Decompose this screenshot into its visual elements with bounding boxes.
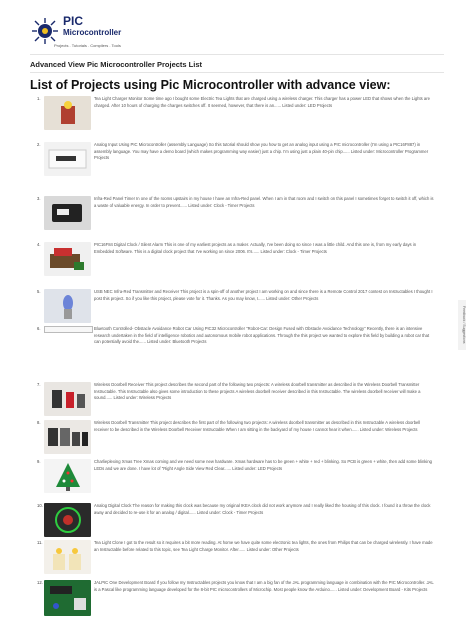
item-thumbnail[interactable] — [44, 420, 91, 454]
item-description[interactable]: Wireless Doorbell Receiver This project describes the second part of the following two projects: A wireless doorbell transmitter as described in the Wireless Doorbell Transmitter Instructable. This Instructable also gives some introduction to these projects A wireless doorbell receiver described in this Instructable. The wireless doorbell receiver will make a sound...... Listed under: Wireless Projects — [94, 382, 421, 400]
item-description[interactable]: Analog Input Using PIC Microcontroller (assembly Language) So this tutorial should show you how to get an analog input using a PIC microcontroller (I'm using a PIC16F887) in assembly language. You may have a demo board (which makes programming way easier) just a chip. I'm using just a plain 40-pin chip...... Listed under: Microcontroller Programmer Projects — [94, 142, 429, 160]
logo-text-micro: Microcontroller — [63, 28, 122, 37]
item-number: 5. — [37, 289, 41, 294]
site-tagline: Projects . Tutorials . Compilers . Tools — [54, 43, 121, 48]
tea-light-clone-image — [44, 540, 91, 574]
item-number: 10. — [37, 503, 43, 508]
item-description[interactable]: Tea Light Clone I got to the result so it requires a bit more reading. At home we have quite some electronic tea lights, the ones from Philips that can be charged wirelessly. I have made an Instructable before related to this topic, see Tea Light Charge Monitor. After...... Listed under: Other Projects — [94, 540, 433, 552]
page-title: List of Projects using Pic Microcontroller with advance view: — [30, 78, 391, 92]
item-thumbnail[interactable] — [44, 382, 91, 416]
item-number: 4. — [37, 242, 41, 247]
site-header[interactable] — [30, 14, 230, 54]
analog-clock-image — [44, 503, 91, 537]
page-subtitle: Advanced View Pic Microcontroller Projects List — [30, 60, 202, 69]
item-thumbnail[interactable] — [44, 580, 91, 616]
feedback-tab[interactable]: Feedback / Suggestions — [458, 300, 466, 350]
xmas-tree-image — [44, 459, 91, 493]
logo-text-pic: PIC — [63, 14, 84, 28]
item-number: 2. — [37, 142, 41, 147]
item-number: 11. — [37, 540, 43, 545]
development-board-image — [44, 580, 91, 616]
doorbell-receiver-image — [44, 382, 91, 416]
logo-chip-icon — [30, 16, 60, 46]
item-thumbnail[interactable] — [44, 540, 91, 574]
item-description[interactable]: Bluetooth Controlled- Obstacle Avoidance Robot Car Using PIC32 Microcontroller "Robot-Car: Design Fused with Obstacle Avoidance Technology" Recently, there is an intensive research undertaken in the field of intelligence robotics and autonomous mobile robot applications. Through the this project we wanted to explore this field by building a robot car that can potentially avoid the...... Listed under: Bluetooth Projects — [94, 326, 430, 344]
item-thumbnail[interactable] — [44, 96, 91, 130]
subtitle-divider — [30, 72, 444, 73]
item-number: 9. — [37, 459, 41, 464]
tea-light-image — [44, 96, 91, 130]
digital-clock-image — [44, 242, 91, 276]
item-thumbnail[interactable] — [44, 196, 91, 230]
item-thumbnail-placeholder[interactable] — [44, 326, 93, 333]
timer-box-image — [44, 196, 91, 230]
item-number: 8. — [37, 420, 41, 425]
item-thumbnail[interactable] — [44, 142, 91, 176]
item-description[interactable]: Tea Light Charger Monitor Some time ago I bought some Electric Tea Lights that are charged using a wireless charger. This charger has a power LED that shows when the Lights are charged. After 10 hours of charging the charges switches off. It seemed, however, that there is an...... Listed under: LED Projects — [94, 96, 430, 108]
breadboard-image — [44, 142, 91, 176]
doorbell-transmitter-image — [44, 420, 91, 454]
header-divider — [30, 54, 444, 55]
item-number: 6. — [37, 326, 41, 331]
item-number: 3. — [37, 196, 41, 201]
item-description[interactable]: USB NEC Infra-Red Transmitter and Receiver This project is a spin-off of another project I am working on and since there is a Remote Control 2017 contest on Instructables I thought I post this project. So if you like this project, please vote for it. Thanks. As you may know, I...... Listed under: Other Projects — [94, 289, 433, 301]
item-thumbnail[interactable] — [44, 503, 91, 537]
item-thumbnail[interactable] — [44, 289, 91, 323]
item-description[interactable]: PIC16F84 Digital Clock / Silent Alarm This is one of my earliest projects as a maker. Actually, I've been doing so since I was a little child. And this one is, from my early days in Embedded Software. This is a digital clock project that I've working on since 2006. It's...... Listed under: Clock - Timer Projects — [94, 242, 417, 254]
item-number: 12. — [37, 580, 43, 585]
item-description[interactable]: Analog Digital Clock The reason for making this clock was because my original IKEA clock did not work anymore and I really liked the housing of this clock. I found it a throw the clock away and decided to re-use it for an analog / digital...... Listed under: Clock - Timer Projects — [94, 503, 431, 515]
item-number: 1. — [37, 96, 41, 101]
ir-transmitter-image — [44, 289, 91, 323]
item-description[interactable]: Wireless Doorbell Transmitter This project describes the first part of the following two projects: A wireless doorbell transmitter as described in this Instructable A wireless doorbell receiver to be described in the Wireless Doorbell Receiver Instructable When I am sitting in the backyard of my house I cannot hear it when...... Listed under: Wireless Projects — [94, 420, 421, 432]
item-number: 7. — [37, 382, 41, 387]
item-description[interactable]: JALPIC One Development Board If you follow my Instructables projects you know that I am a big fan of the JAL programming language in combination with the PIC Microcontroller. JAL is a Pascal like programming language developed for the 8-bit PIC microcontrollers of Microchip. Most people know the Arduino...... Listed under: Development Board - Kits Projects — [94, 580, 434, 592]
item-thumbnail[interactable] — [44, 459, 91, 493]
item-thumbnail[interactable] — [44, 242, 91, 276]
item-description[interactable]: Infra-Red Panel Timer In one of the rooms upstairs in my house I have an Infra-Red panel. When I am in that room and I switch on this panel I sometimes forget to switch it off, which is a waste of valuable energy. In order to prevent...... Listed under: Clock - Timer Projects — [94, 196, 434, 208]
item-description[interactable]: Charlieplexing Xmas Tree Xmas coming and we need some new hardware. Xmas hardware has to be green + white + red + blinking. So PCB is green + white, then add some blinking LEDs and we are done. I have lot of "Right Angle Side View Red Clear...... Listed under: LED Projects — [94, 459, 432, 471]
